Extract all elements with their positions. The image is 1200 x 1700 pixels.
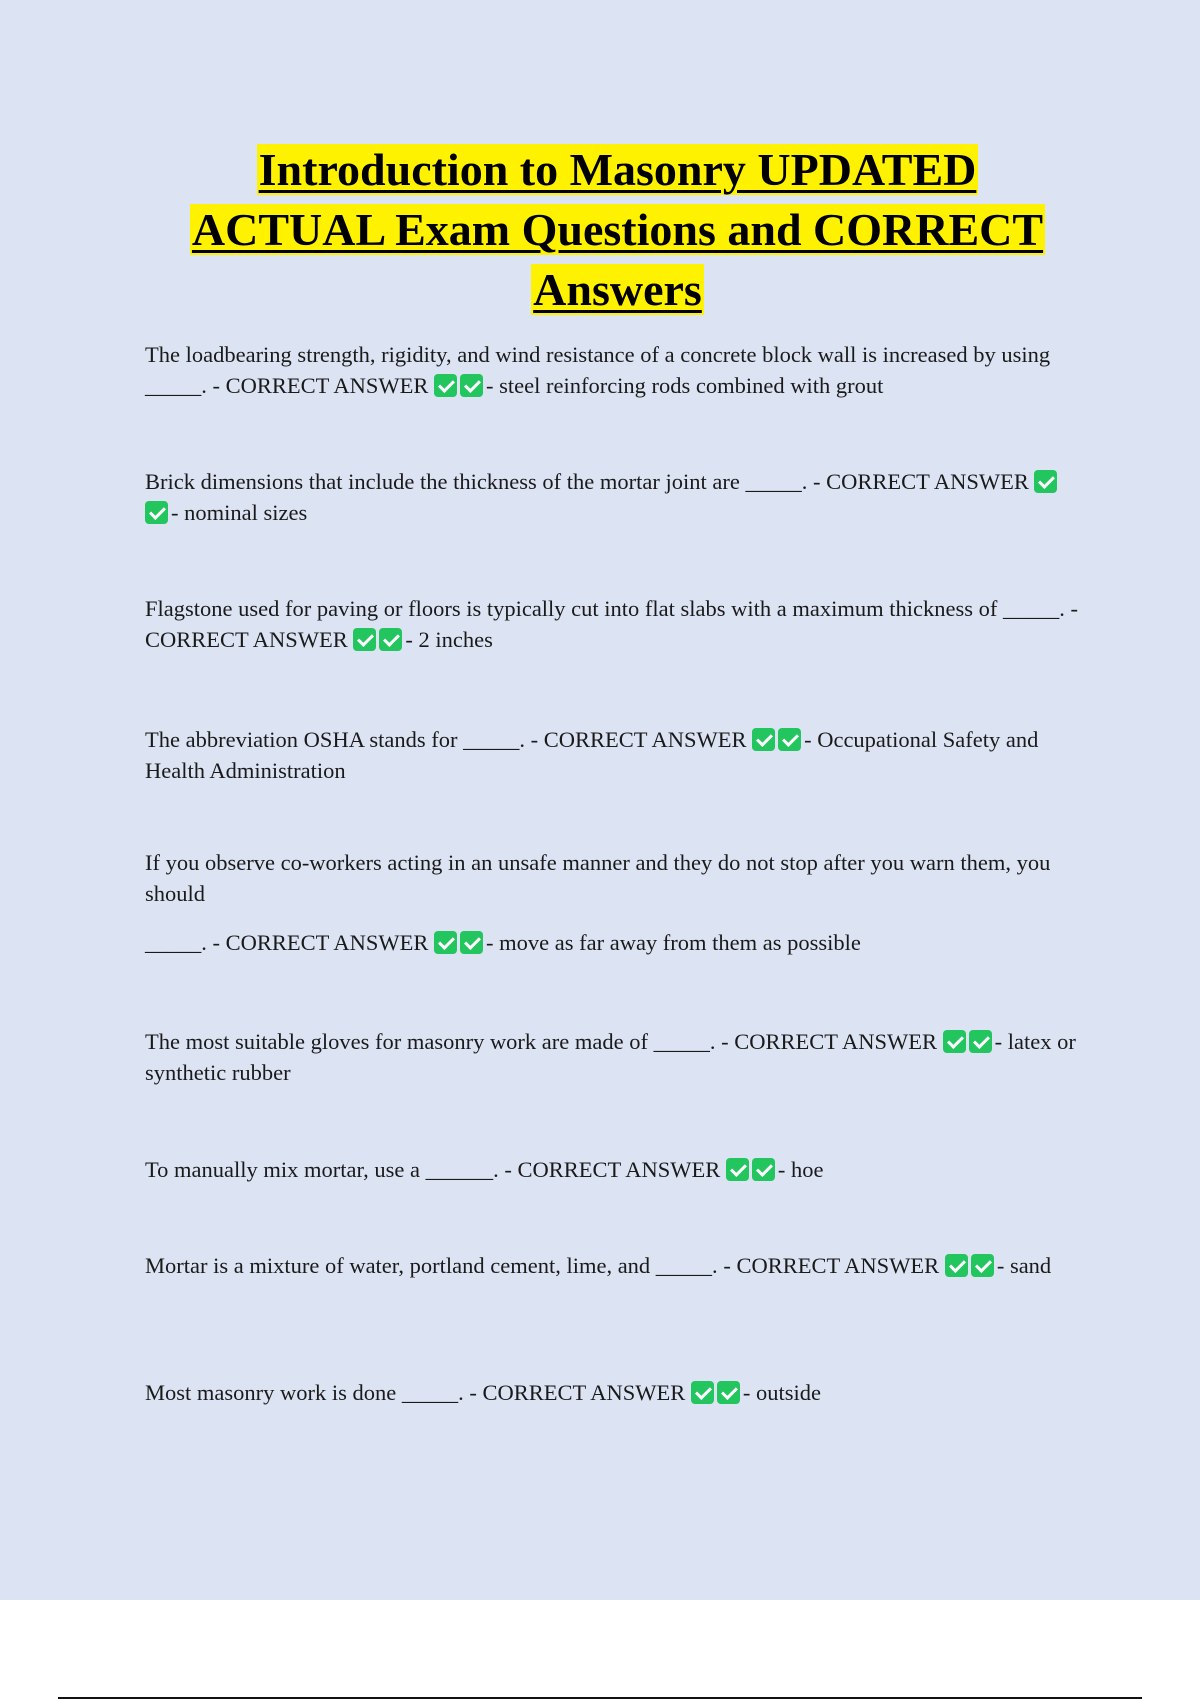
answer-text: steel reinforcing rods combined with grout [499, 372, 884, 398]
question-text: To manually mix mortar, use a ______. [145, 1157, 499, 1182]
qa-item: The loadbearing strength, rigidity, and wind resistance of a concrete block wall is increased by using _____. - CORRECT ANSWER - steel reinforcing rods combined with grout [145, 342, 1051, 398]
qa-item: The most suitable gloves for masonry work are made of _____. - CORRECT ANSWER - latex or synthetic rubber [145, 1029, 1076, 1085]
question-text: Most masonry work is done _____. [145, 1380, 464, 1405]
answer-marker: CORRECT ANSWER [736, 1253, 940, 1278]
answer-text: move as far away from them as possible [499, 930, 861, 955]
check-icon [434, 931, 457, 954]
title-line-2: ACTUAL Exam Questions and CORRECT [191, 204, 1044, 255]
check-icon [691, 1381, 714, 1404]
check-icon [943, 1030, 966, 1053]
check-icon [434, 374, 457, 397]
check-icon [717, 1381, 740, 1404]
qa-item: Flagstone used for paving or floors is typically cut into flat slabs with a maximum thickness of _____. - CORRECT ANSWER - 2 inches [145, 596, 1078, 652]
question-text: The most suitable gloves for masonry work are made of _____. [145, 1029, 716, 1054]
check-icon [379, 628, 402, 651]
check-icon [778, 728, 801, 751]
check-icon [752, 1158, 775, 1181]
answer-marker: CORRECT ANSWER [145, 626, 348, 652]
question-text: Brick dimensions that include the thickness of the mortar joint are _____. [145, 469, 808, 494]
check-icon [971, 1254, 994, 1277]
answer-marker: CORRECT ANSWER [517, 1157, 721, 1182]
check-icon [353, 628, 376, 651]
answer-text: hoe [790, 1157, 824, 1182]
bottom-divider [58, 1697, 1142, 1699]
answer-marker: CORRECT ANSWER [225, 372, 429, 398]
answer-text: Occupational Safety and Health Administration [145, 727, 1039, 783]
document-title [150, 140, 1085, 320]
answer-text: sand [1009, 1253, 1052, 1278]
answer-marker: CORRECT ANSWER [225, 930, 429, 955]
question-text: _____. [145, 930, 207, 955]
check-icon [460, 931, 483, 954]
qa-item: To manually mix mortar, use a ______. - CORRECT ANSWER - hoe [145, 1157, 824, 1182]
answer-text: nominal sizes [184, 499, 308, 525]
check-icon [945, 1254, 968, 1277]
check-icon [969, 1030, 992, 1053]
question-text: Mortar is a mixture of water, portland cement, lime, and _____. [145, 1253, 718, 1278]
check-icon [752, 728, 775, 751]
question-lead-text: If you observe co-workers acting in an unsafe manner and they do not stop after you warn them, you should [145, 850, 1051, 906]
qa-item: Mortar is a mixture of water, portland cement, lime, and _____. - CORRECT ANSWER - sand [145, 1253, 1052, 1278]
question-text: The abbreviation OSHA stands for _____. [145, 727, 525, 752]
question-text: The loadbearing strength, rigidity, and wind resistance of a concrete block wall is increased by using _____. [145, 342, 1051, 398]
check-icon [1034, 470, 1057, 493]
check-icon [145, 501, 168, 524]
check-icon [460, 374, 483, 397]
qa-item: If you observe co-workers acting in an unsafe manner and they do not stop after you warn them, you should _____. - CORRECT ANSWER - move as far away from them as possible [145, 848, 1080, 959]
answer-marker: CORRECT ANSWER [734, 1029, 937, 1054]
answer-marker: CORRECT ANSWER [543, 727, 747, 752]
answer-text: latex or synthetic rubber [145, 1029, 1076, 1085]
qa-item: The abbreviation OSHA stands for _____. - CORRECT ANSWER - Occupational Safety and Health Administration [145, 727, 1039, 783]
answer-marker: CORRECT ANSWER [482, 1380, 686, 1405]
qa-item: Most masonry work is done _____. - CORRECT ANSWER - outside [145, 1380, 821, 1405]
title-line-1: Introduction to Masonry UPDATED [258, 144, 977, 195]
qa-item: Brick dimensions that include the thickness of the mortar joint are _____. - CORRECT ANSWER - nominal sizes [145, 467, 1080, 528]
check-icon [726, 1158, 749, 1181]
answer-marker: CORRECT ANSWER [826, 469, 1029, 494]
title-line-3: Answers [533, 264, 702, 315]
answer-text: 2 inches [418, 626, 493, 652]
question-text: Flagstone used for paving or floors is typically cut into flat slabs with a maximum thickness of _____. [145, 596, 1065, 621]
answer-text: outside [756, 1380, 821, 1405]
